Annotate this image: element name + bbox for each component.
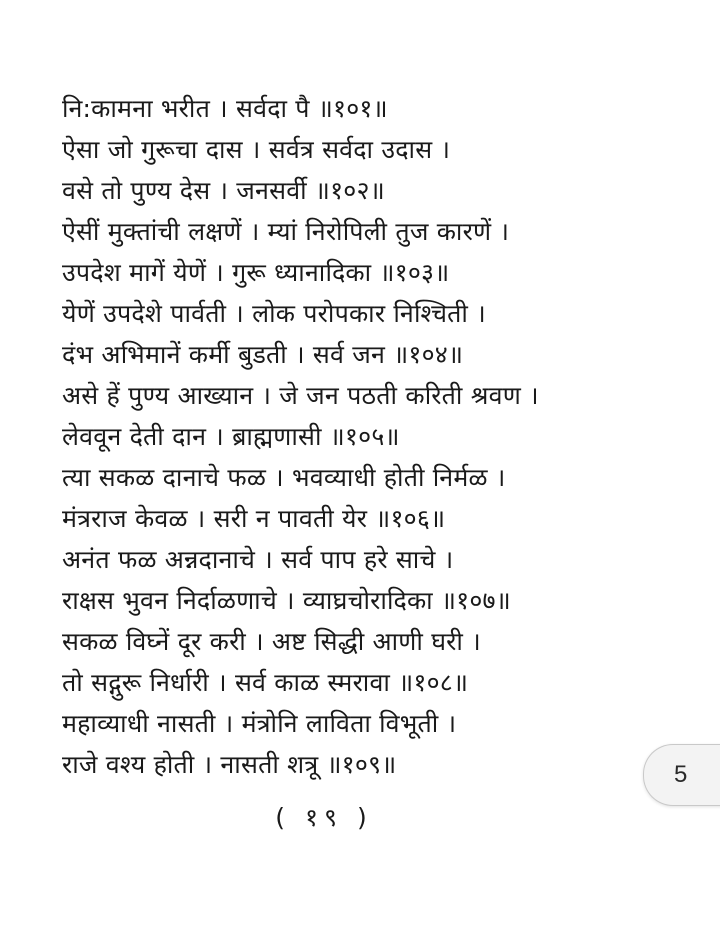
verse-line: ऐसीं मुक्तांची लक्षणें । म्यां निरोपिली तुज कारणें । — [62, 217, 510, 246]
verse-line: मंत्रराज केवळ । सरी न पावती येर ॥१०६॥ — [62, 504, 446, 533]
verse-line: अनंत फळ अन्नदानाचे । सर्व पाप हरे साचे । — [62, 545, 454, 574]
verse-line: नि:कामना भरीत । सर्वदा पै ॥१०१॥ — [62, 94, 388, 123]
verse-line: राजे वश्य होती । नासती शत्रू ॥१०९॥ — [62, 750, 397, 779]
verse-line: लेववून देती दान । ब्राह्मणासी ॥१०५॥ — [62, 422, 400, 451]
verse-block — [62, 88, 632, 785]
verse-line: तो सद्गुरू निर्धारी । सर्व काळ स्मरावा ॥१०८॥ — [62, 668, 469, 697]
verse-line: ऐसा जो गुरूचा दास । सर्वत्र सर्वदा उदास । — [62, 135, 451, 164]
verse-line: उपदेश मागें येणें । गुरू ध्यानादिका ॥१०३॥ — [62, 258, 450, 287]
verse-line: सकळ विघ्नें दूर करी । अष्ट सिद्धी आणी घरी । — [62, 627, 481, 656]
verse-line: त्या सकळ दानाचे फळ । भवव्याधी होती निर्मळ । — [62, 463, 506, 492]
page-indicator-tab[interactable] — [643, 744, 720, 806]
page-indicator-label: 5 — [674, 761, 688, 788]
verse-line: वसे तो पुण्य देस । जनसर्वी ॥१०२॥ — [62, 176, 385, 205]
verse-line: असे हें पुण्य आख्यान । जे जन पठती करिती श्रवण । — [62, 381, 539, 410]
verse-line: येणें उपदेशे पार्वती । लोक परोपकार निश्चिती । — [62, 299, 486, 328]
verse-line: राक्षस भुवन निर्दाळणाचे । व्याघ्रचोरादिका ॥१०७॥ — [62, 586, 511, 615]
verse-line: दंभ अभिमानें कर्मी बुडती । सर्व जन ॥१०४॥ — [62, 340, 464, 369]
page-number: ( १९ ) — [275, 803, 373, 832]
verse-line: महाव्याधी नासती । मंत्रोनि लाविता विभूती । — [62, 709, 457, 738]
